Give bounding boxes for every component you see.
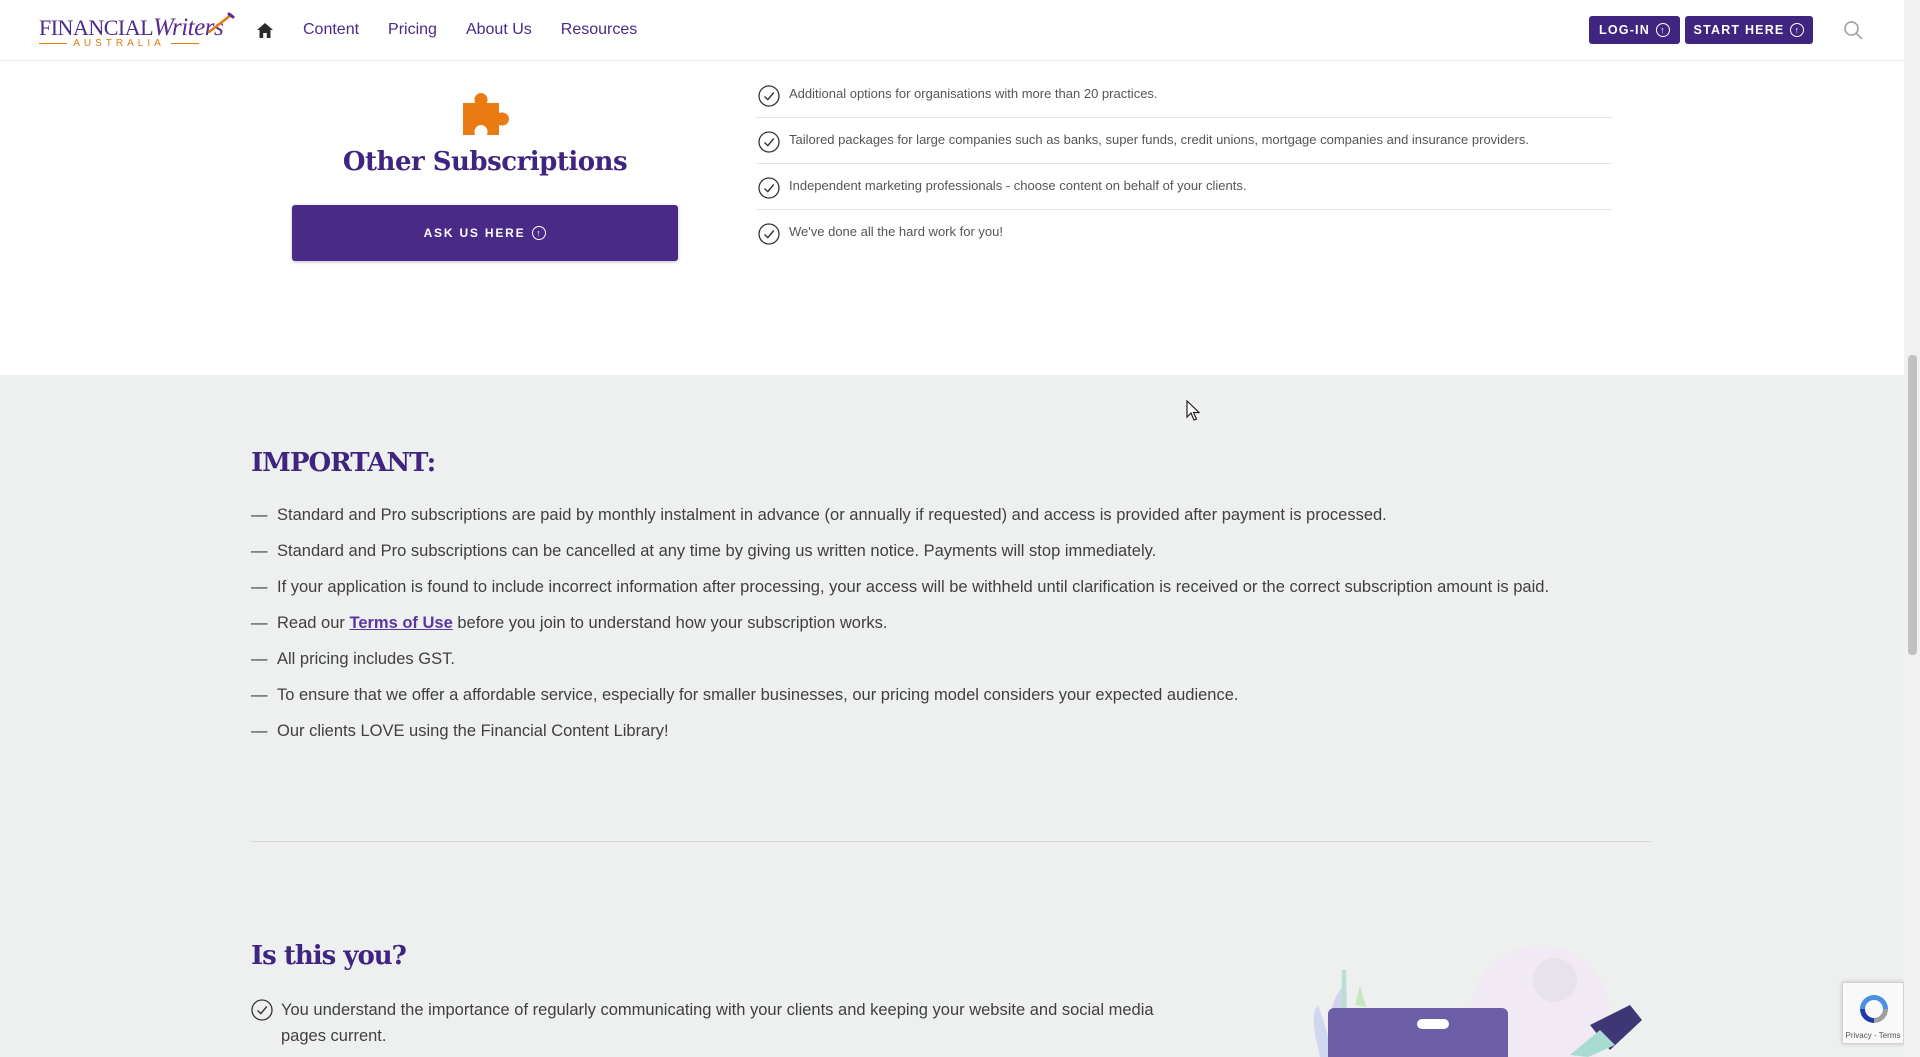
recaptcha-badge[interactable] (1842, 982, 1904, 1044)
recaptcha-links[interactable]: Privacy - Terms (1845, 1031, 1901, 1040)
login-button[interactable] (1589, 16, 1680, 44)
other-subscriptions-title: Other Subscriptions (342, 147, 628, 177)
ask-us-here-label: ASK US HERE (423, 226, 526, 240)
ask-us-here-button[interactable] (292, 205, 678, 261)
is-this-you-title: Is this you? (251, 941, 406, 971)
check-circle-icon (251, 999, 273, 1021)
login-button-label: LOG-IN (1599, 23, 1650, 37)
mouse-cursor-icon (1186, 400, 1200, 422)
pen-icon (207, 12, 235, 34)
nav-pricing[interactable]: Pricing (388, 21, 437, 38)
nav-resources[interactable]: Resources (560, 21, 638, 38)
list-item (251, 610, 1651, 636)
list-item: — To ensure that we offer a affordable service, especially for smaller businesses, our pricing model considers your expected audience. (251, 682, 1651, 708)
start-here-button[interactable] (1685, 16, 1813, 44)
logo-brand-b: Writers (153, 14, 224, 41)
main-nav (256, 0, 637, 60)
feature-text: Additional options for organisations with more than 20 practices. (789, 86, 1158, 101)
feature-text: Independent marketing professionals - choose content on behalf of your clients. (789, 178, 1247, 193)
is-this-you-text: You understand the importance of regularly communicating with your clients and keeping your website and social media pages current. (281, 1001, 1154, 1045)
recaptcha-icon (1856, 991, 1892, 1027)
list-item: — If your application is found to include incorrect information after processing, your access will be withheld until clarification is received or the correct subscription amount is paid. (251, 574, 1651, 600)
list-item: — Standard and Pro subscriptions can be cancelled at any time by giving us written notice. Payments will stop immediately. (251, 538, 1651, 564)
important-list (251, 502, 1651, 754)
scrollbar-thumb[interactable] (1908, 355, 1917, 655)
check-circle-icon (758, 177, 780, 199)
home-icon[interactable] (256, 21, 274, 39)
section-divider (251, 841, 1651, 842)
search-icon[interactable] (1843, 20, 1863, 40)
arrow-up-circle-icon: ↑ (532, 226, 546, 240)
list-item: — Our clients LOVE using the Financial Content Library! (251, 718, 1651, 744)
feature-text: We've done all the hard work for you! (789, 224, 1003, 239)
logo-brand-a: FINANCIAL (39, 15, 154, 40)
important-title: IMPORTANT: (251, 448, 436, 478)
illustration-image (1270, 945, 1650, 1057)
nav-content[interactable]: Content (303, 21, 360, 38)
feature-text: Tailored packages for large companies such as banks, super funds, credit unions, mortgage companies and insurance providers. (789, 132, 1529, 147)
list-item (756, 210, 1612, 255)
start-here-button-label: START HERE (1693, 23, 1785, 37)
subscription-features-list (756, 72, 1612, 255)
check-circle-icon (758, 85, 780, 107)
check-circle-icon (758, 223, 780, 245)
list-item (756, 164, 1612, 210)
list-item: — All pricing includes GST. (251, 646, 1651, 672)
page-scrollbar[interactable] (1904, 0, 1920, 1057)
terms-text-after: before you join to understand how your subscription works. (452, 614, 888, 632)
terms-of-use-link[interactable]: Terms of Use (349, 614, 453, 632)
check-circle-icon (758, 131, 780, 153)
list-item (756, 118, 1612, 164)
nav-about-us[interactable]: About Us (465, 21, 532, 38)
list-item (756, 72, 1612, 118)
site-logo[interactable] (39, 12, 229, 52)
other-subscriptions-section (0, 61, 1904, 375)
logo-subtitle-text: AUSTRALIA (73, 38, 165, 49)
terms-text-before: Read our (277, 614, 350, 632)
logo-subtitle (39, 38, 199, 49)
puzzle-piece-icon (459, 85, 511, 137)
list-item: — Standard and Pro subscriptions are paid by monthly instalment in advance (or annually if requested) and access is provided after payment is processed. (251, 502, 1651, 528)
site-header (0, 0, 1904, 61)
arrow-up-circle-icon: ↑ (1790, 23, 1804, 37)
important-section (0, 375, 1904, 1057)
arrow-up-circle-icon: ↑ (1656, 23, 1670, 37)
list-item (251, 997, 1171, 1049)
